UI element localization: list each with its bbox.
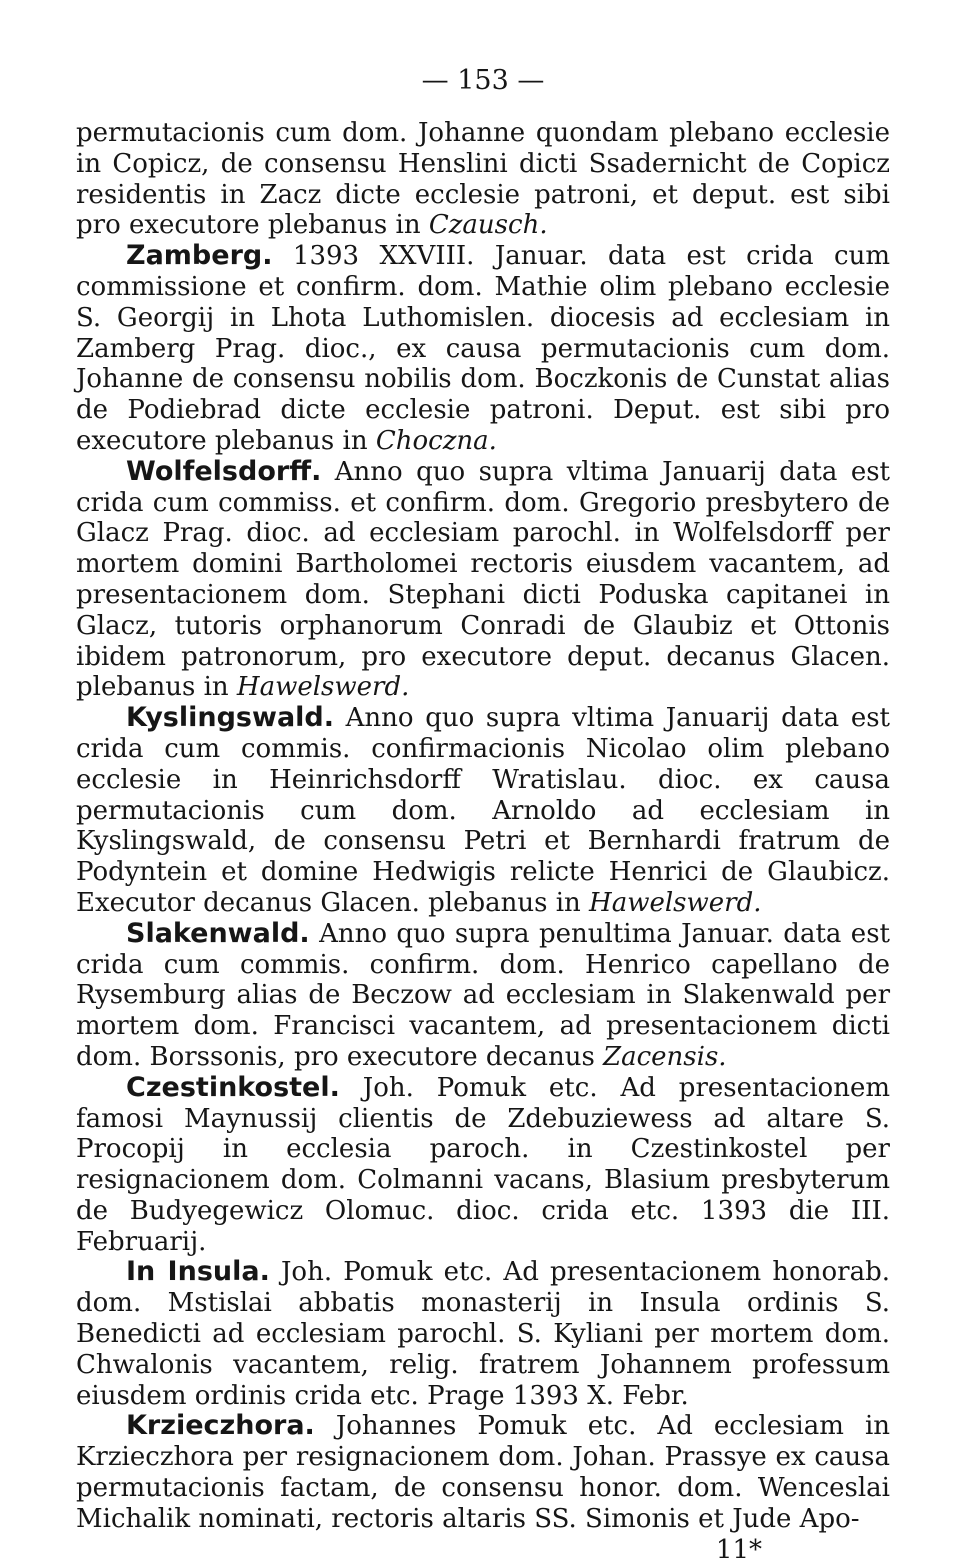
entry-text: Joh. Pomuk etc. Ad presentacionem honorab. dom. Mstislai abbatis monasterij in Insula ordinis S. Benedicti ad ecclesiam parochl. S. Kyliani per mortem dom. Chwalonis vacantem, relig. fratrem Johannem professum eiusdem ordinis crida etc. Prage 1393 X. Febr.	[76, 1257, 890, 1411]
entry-italic-place: Hawelswerd.	[589, 887, 762, 918]
entry-kyslingswald	[76, 703, 890, 919]
entry-text: Johannes Pomuk etc. Ad ecclesiam in Krzieczhora per resignacionem dom. Johan. Prassye ex causa permutacionis factam, de consensu honor. dom. Wenceslai Michalik nominati, rectoris altaris SS. Simonis et Jude Apo-	[76, 1411, 890, 1534]
entry-wolfelsdorff	[76, 457, 890, 703]
entry-italic-place: Zacensis.	[603, 1041, 727, 1072]
entry-place-heading: In Insula.	[126, 1256, 270, 1288]
entry-italic-place: Czausch.	[428, 210, 548, 241]
entry-in-insula	[76, 1257, 890, 1411]
entry-place-heading: Slakenwald.	[126, 917, 310, 949]
entry-italic-place: Hawelswerd.	[236, 672, 410, 703]
entry-italic-place: Choczna.	[375, 425, 497, 456]
entry-text: Joh. Pomuk etc. Ad presentacionem famosi Maynussij clientis de Zdebuziewess ad altare S. Procopij in ecclesia paroch. in Czestinkostel per resignacionem dom. Colmanni vacans, Blasium presbyterum de Budyegewicz Olomuc. dioc. crida etc. 1393 die III. Februarij.	[76, 1072, 890, 1257]
entry-slakenwald	[76, 919, 890, 1073]
entry-czestinkostel	[76, 1073, 890, 1258]
entry-text: Anno quo supra vltima Januarij data est crida cum commis. confirmacionis Nicolao olim plebano ecclesie in Heinrichsdorff Wratislau. dioc. ex causa permutacionis cum dom. Arnoldo ad ecclesiam in Kyslingswald, de consensu Petri et Bernhardi fratrum de Podyntein et domine Hedwigis relicte Henrici de Glaubicz. Executor decanus Glacen. plebanus in	[76, 703, 890, 918]
entry-krzieczhora	[76, 1411, 890, 1534]
entry-place-heading: Krzieczhora.	[126, 1410, 315, 1442]
entry-text: Anno quo supra penultima Januar. data est crida cum commis. confirm. dom. Henrico capellano de Rysemburg alias de Beczow ad ecclesiam in Slakenwald per mortem dom. Francisci vacantem, ad presentacionem dicti dom. Borssonis, pro executore decanus	[76, 918, 890, 1072]
entry-place-heading: Zamberg.	[126, 240, 273, 272]
entry-place-heading: Wolfelsdorff.	[126, 455, 322, 487]
entry-text: 1393 XXVIII. Januar. data est crida cum commissione et confirm. dom. Mathie olim plebano ecclesie S. Georgij in Lhota Luthomislen. diocesis ad ecclesiam in Zamberg Prag. dioc., ex causa permutacionis cum dom. Johanne de consensu nobilis dom. Boczkonis de Cunstat alias de Podiebrad dicte ecclesie patroni. Deput. est sibi pro executore plebanus in	[76, 241, 890, 456]
entry-text: Anno quo supra vltima Januarij data est crida cum commiss. et confirm. dom. Gregorio presbytero de Glacz Prag. dioc. ad ecclesiam parochl. in Wolfelsdorff per mortem domini Bartholomei rectoris eiusdem vacantem, ad presentacionem dom. Stephani dicti Poduska capitanei in Glacz, tutoris orphanorum Conradi de Glaubiz et Ottonis ibidem patronorum, pro executore deput. decanus Glacen. plebanus in	[76, 456, 890, 703]
signature-mark: 11*	[715, 1534, 762, 1565]
entry-place-heading: Czestinkostel.	[126, 1071, 340, 1103]
entry-text: permutacionis cum dom. Johanne quondam plebano ecclesie in Copicz, de consensu Henslini dicti Ssadernicht de Copicz residentis in Zacz dicte ecclesie patroni, et deput. est sibi pro executore plebanus in	[76, 118, 890, 241]
entry-continuation	[76, 118, 890, 241]
entry-place-heading: Kyslingswald.	[126, 702, 334, 734]
entry-zamberg	[76, 241, 890, 457]
page-number: — 153 —	[421, 65, 545, 96]
